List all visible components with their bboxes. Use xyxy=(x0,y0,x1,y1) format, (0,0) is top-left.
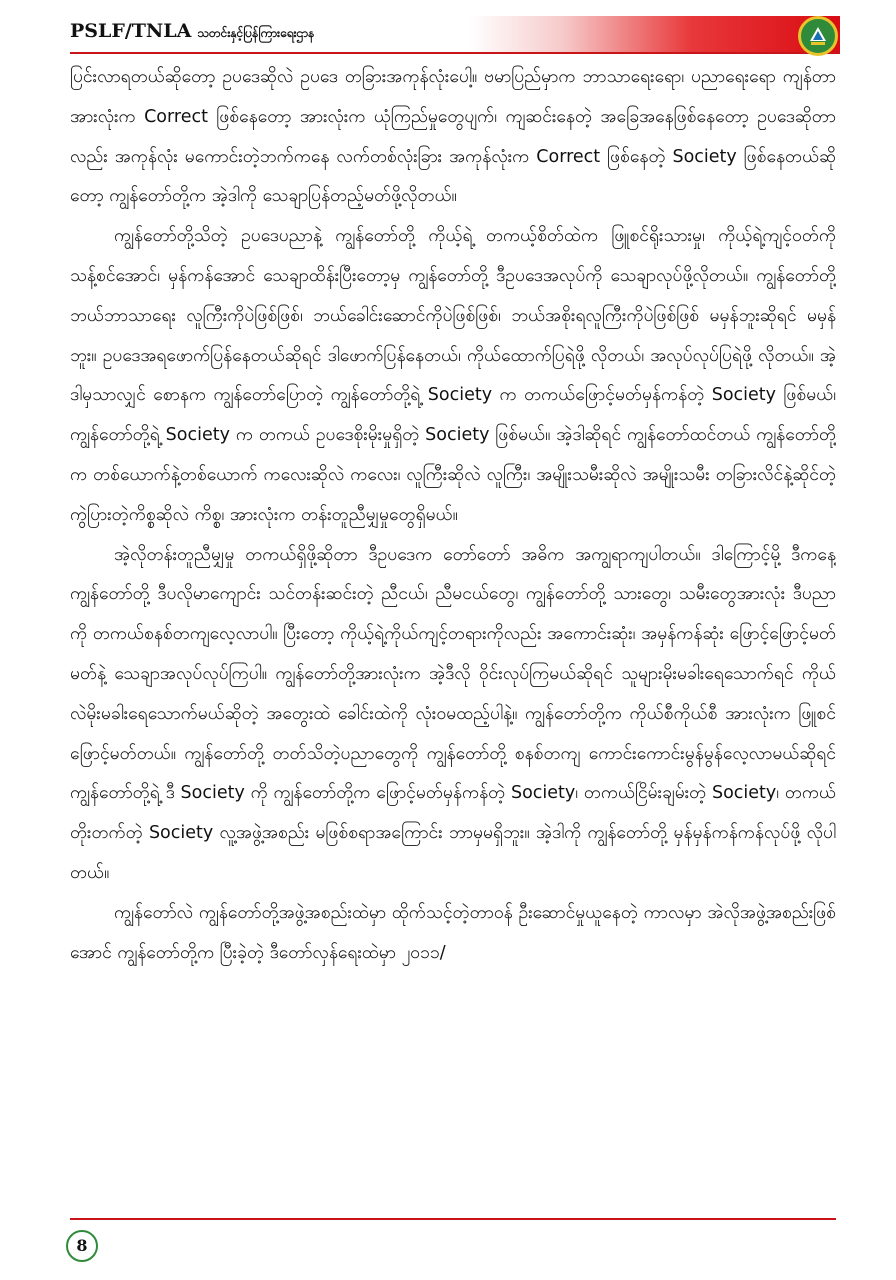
organization-logo xyxy=(798,16,838,56)
page-number-badge: 8 xyxy=(66,1230,98,1262)
footer-divider xyxy=(70,1218,836,1220)
article-body xyxy=(70,58,836,1188)
header-gradient-band xyxy=(470,16,840,54)
department-name: သတင်းနှင့်ပြန်ကြားရေးဌာန xyxy=(197,26,315,40)
header-title xyxy=(70,20,314,43)
page-header xyxy=(0,0,896,62)
mountain-emblem-icon xyxy=(808,25,828,47)
paragraph-1: ပြင်းလာရတယ်ဆိုတော့ ဥပဒေဆိုလဲ ဥပဒေ တခြားအကုန်လုံးပေါ့။ ဗမာပြည်မှာက ဘာသာရေးရော၊ ပညာရေးရော ကျန်တာအားလုံးက Correct ဖြစ်နေတော့ အားလုံးက ယုံကြည်မှုတွေပျက်၊ ကျဆင်းနေတဲ့ အခြေအနေဖြစ်နေတော့ ဥပဒေဆိုတာလည်း အကုန်လုံး မကောင်းတဲ့ဘက်ကနေ လက်တစ်လုံးခြား အကုန်လုံးက Correct ဖြစ်နေတဲ့ Society ဖြစ်နေတယ်ဆိုတော့ ကျွန်တော်တို့က အဲ့ဒါကို သေချာပြန်တည့်မတ်ဖို့လိုတယ်။ xyxy=(70,67,836,207)
paragraph-2: ကျွန်တော်တို့သိတဲ့ ဥပဒေပညာနဲ့ ကျွန်တော်တို့ ကိုယ့်ရဲ့ တကယ့်စိတ်ထဲက ဖြူစင်ရိုးသားမှု၊ ကိုယ့်ရဲ့ကျင့်ဝတ်ကို သန့်စင်အောင်၊ မှန်ကန်အောင် သေချာထိန်းပြီးတော့မှ ကျွန်တော်တို့ ဒီဥပဒေအလုပ်ကို သေချာလုပ်ဖို့လိုတယ်။ ကျွန်တော်တို့ ဘယ်ဘာသာရေး လူကြီးကိုပဲဖြစ်ဖြစ်၊ ဘယ်ခေါင်းဆောင်ကိုပဲဖြစ်ဖြစ်၊ ဘယ်အစိုးရလူကြီးကိုပဲဖြစ်ဖြစ် မမှန်ဘူးဆိုရင် မမှန်ဘူး။ ဥပဒေအရဖောက်ပြန်နေတယ်ဆိုရင် ဒါဖောက်ပြန်နေတယ်၊ ကိုယ်ထောက်ပြရဲဖို့ လိုတယ်၊ အလုပ်လုပ်ပြရဲဖို့ လိုတယ်။ အဲ့ဒါမှသာလျှင် စောနက ကျွန်တော်ပြောတဲ့ ကျွန်တော်တို့ရဲ့ Society က တကယ်ဖြောင့်မတ်မှန်ကန်တဲ့ Society ဖြစ်မယ်၊ ကျွန်တော်တို့ရဲ့ Society က တကယ် ဥပဒေစိုးမိုးမှုရှိတဲ့ Society ဖြစ်မယ်။ အဲ့ဒါဆိုရင် ကျွန်တော်ထင်တယ် ကျွန်တော်တို့က တစ်ယောက်နဲ့တစ်ယောက် ကလေးဆိုလဲ ကလေး၊ လူကြီးဆိုလဲ လူကြီး၊ အမျိုးသမီးဆိုလဲ အမျိုးသမီး တခြားလိင်နဲ့ဆိုင်တဲ့ ကွဲပြားတဲ့ကိစ္စဆိုလဲ ကိစ္စ၊ အားလုံးက တန်းတူညီမျှမှုတွေရှိမယ်။ xyxy=(70,226,836,525)
header-divider xyxy=(70,52,840,54)
paragraph-3: အဲ့လိုတန်းတူညီမျှမှု တကယ်ရှိဖို့ဆိုတာ ဒီဥပဒေက တော်တော် အဓိက အကျွရာကျပါတယ်။ ဒါကြောင့်မို့ ဒီကနေ့ ကျွန်တော်တို့ ဒီပလိုမာကျောင်း သင်တန်းဆင်းတဲ့ ညီငယ်၊ ညီမငယ်တွေ၊ ကျွန်တော်တို့ သားတွေ၊ သမီးတွေအားလုံး ဒီပညာကို တကယ်စနစ်တကျလေ့လာပါ။ ပြီးတော့ ကိုယ့်ရဲ့ကိုယ်ကျင့်တရားကိုလည်း အကောင်းဆုံး၊ အမှန်ကန်ဆုံး ဖြောင့်ဖြောင့်မတ်မတ်နဲ့ သေချာအလုပ်လုပ်ကြပါ။ ကျွန်တော်တို့အားလုံးက အဲ့ဒီလို ဝိုင်းလုပ်ကြမယ်ဆိုရင် သူများမိုးမခါးရေသောက်ရင် ကိုယ်လဲမိုးမခါးရေသောက်မယ်ဆိုတဲ့ အတွေးထဲ ခေါင်းထဲကို လုံးဝမထည့်ပါနဲ့။ ကျွန်တော်တို့က ကိုယ်စီကိုယ်စီ အားလုံးက ဖြူစင်ဖြောင့်မတ်တယ်။ ကျွန်တော်တို့ တတ်သိတဲ့ပညာတွေကို ကျွန်တော်တို့ စနစ်တကျ ကောင်းကောင်းမွန်မွန်လေ့လာမယ်ဆိုရင် ကျွန်တော်တို့ရဲ့ ဒီ Society ကို ကျွန်တော်တို့က ဖြောင့်မတ်မှန်ကန်တဲ့ Society၊ တကယ်ငြိမ်းချမ်းတဲ့ Society၊ တကယ်တိုးတက်တဲ့ Society လူ့အဖွဲ့အစည်း မဖြစ်စရာအကြောင်း ဘာမှမရှိဘူး။ အဲ့ဒါကို ကျွန်တော်တို့ မှန်မှန်ကန်ကန်လုပ်ဖို့ လိုပါတယ်။ xyxy=(70,544,836,883)
paragraph-4: ကျွန်တော်လဲ ကျွန်တော်တို့အဖွဲ့အစည်းထဲမှာ ထိုက်သင့်တဲ့တာဝန် ဦးဆောင်မှုယူနေတဲ့ ကာလမှာ အဲလိုအဖွဲ့အစည်းဖြစ်အောင် ကျွန်တော်တို့က ပြီးခဲ့တဲ့ ဒီတော်လှန်ရေးထဲမှာ ၂၀၁၁/ xyxy=(70,902,836,963)
organization-name: PSLF/TNLA xyxy=(70,20,192,42)
